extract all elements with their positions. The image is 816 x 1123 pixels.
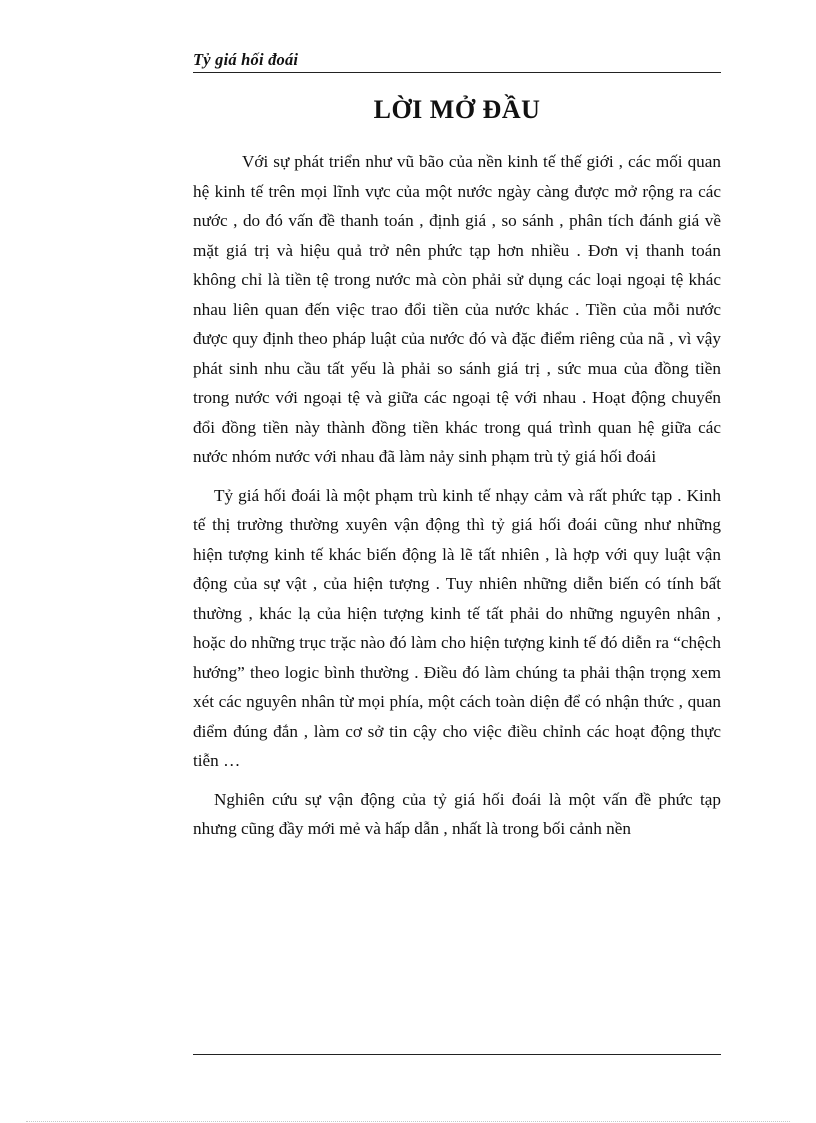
paragraph-1: Với sự phát triển như vũ bão của nền kinh tế thế giới , các mối quan hệ kinh tế trên mọi lĩnh vực của một nước ngày càng được mở rộng ra các nước , do đó vấn đề thanh toán , định giá , so sánh , phân tích đánh giá về mặt giá trị và hiệu quả trở nên phức tạp hơn nhiều . Đơn vị thanh toán không chỉ là tiền tệ trong nước mà còn phải sử dụng các loại ngoại tệ khác nhau liên quan đến việc trao đổi tiền của nước khác . Tiền của mỗi nước được quy định theo pháp luật của nước đó và đặc điểm riêng của nã , vì vậy phát sinh nhu cầu tất yếu là phải so sánh giá trị , sức mua của đồng tiền trong nước với ngoại tệ và giữa các ngoại tệ với nhau . Hoạt động chuyển đổi đồng tiền này thành đồng tiền khác trong quá trình quan hệ giữa các nước nhóm nước với nhau đã làm nảy sinh phạm trù tỷ giá hối đoái xyxy=(193,152,721,466)
document-heading: LỜI MỞ ĐẦU xyxy=(373,95,541,124)
footer-rule xyxy=(193,1054,721,1055)
header-title: Tỷ giá hối đoái xyxy=(193,50,299,69)
paragraph-3: Nghiên cứu sự vận động của tỷ giá hối đoái là một vấn đề phức tạp nhưng cũng đầy mới mẻ và hấp dẫn , nhất là trong bối cảnh nền xyxy=(193,789,721,838)
page-header xyxy=(193,48,721,73)
page-bottom-edge xyxy=(26,1121,790,1122)
paragraph-2: Tỷ giá hối đoái là một phạm trù kinh tế nhạy cảm và rất phức tạp . Kinh tế thị trường thường xuyên vận động thì tỷ giá hối đoái cũng như những hiện tượng kinh tế khác biến động là lẽ tất nhiên , là hợp với quy luật vận động của sự vật , của hiện tượng . Tuy nhiên những diễn biến có tính bất thường , khác lạ của hiện tượng kinh tế tất phải do những nguyên nhân , hoặc do những trục trặc nào đó làm cho hiện tượng kinh tế đó diễn ra “chệch hướng” theo logic bình thường . Điều đó làm chúng ta phải thận trọng xem xét các nguyên nhân từ mọi phía, một cách toàn diện để có nhận thức , quan điểm đúng đắn , làm cơ sở tin cậy cho việc điều chỉnh các hoạt động thực tiễn … xyxy=(193,485,721,770)
document-body xyxy=(193,147,721,844)
